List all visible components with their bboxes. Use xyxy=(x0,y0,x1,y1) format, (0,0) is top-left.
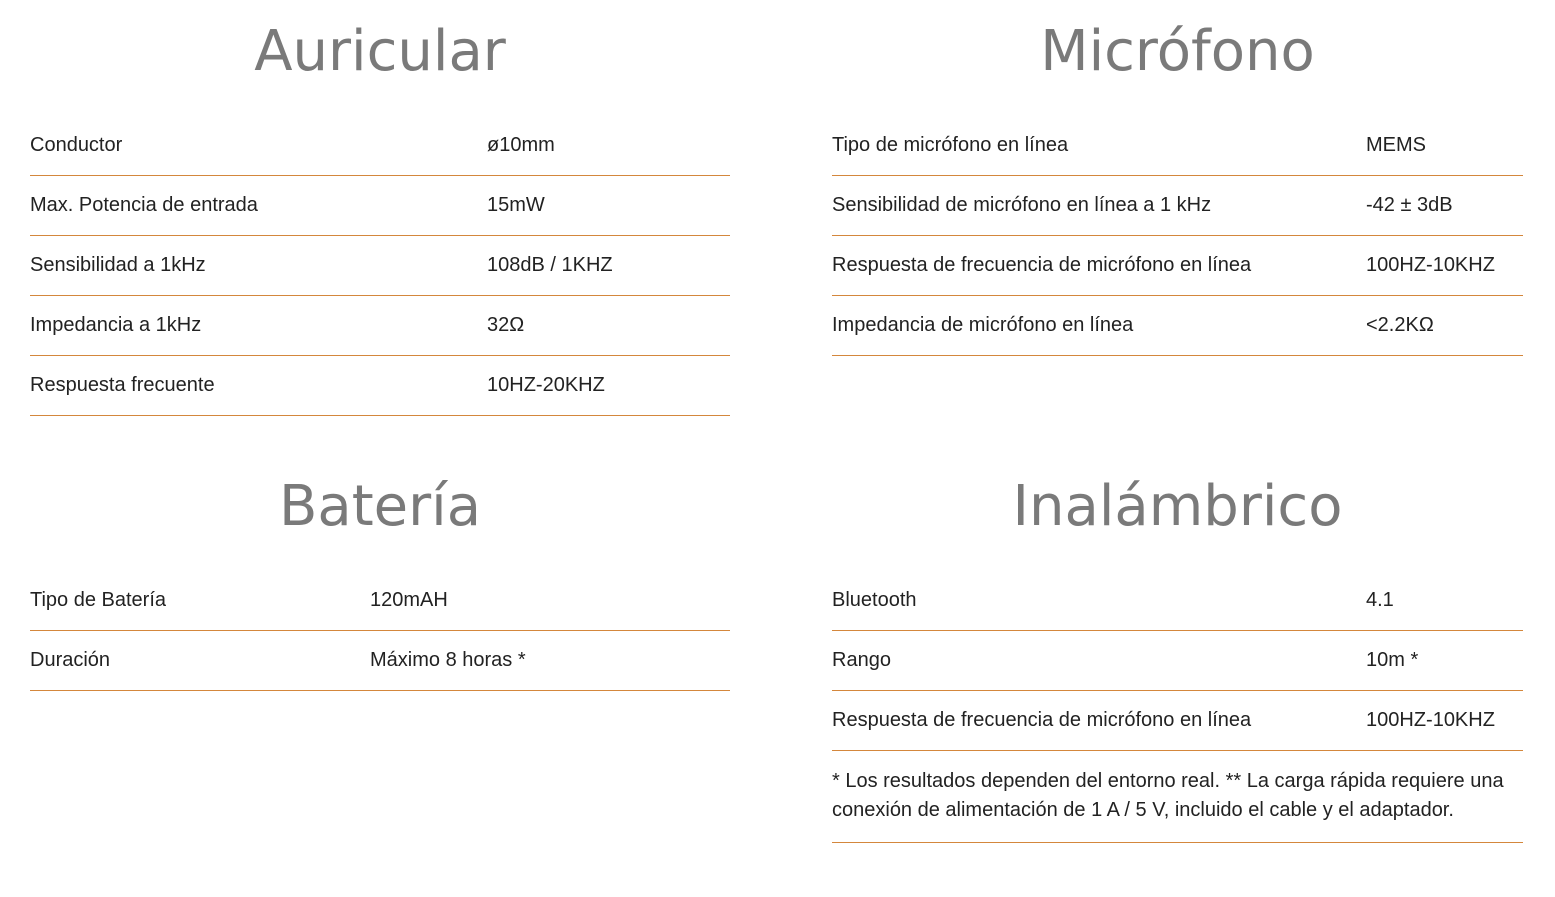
section-microfono xyxy=(832,2,1523,356)
spec-value: 10m * xyxy=(1366,649,1419,671)
spec-row xyxy=(30,236,730,296)
section-bateria xyxy=(30,457,730,691)
spec-row xyxy=(30,571,730,631)
spec-value: 100HZ-10KHZ xyxy=(1366,254,1495,276)
spec-label: Tipo de micrófono en línea xyxy=(832,134,1069,156)
spec-value: <2.2KΩ xyxy=(1366,314,1434,336)
spec-label: Respuesta frecuente xyxy=(30,374,215,396)
spec-row xyxy=(30,356,730,416)
spec-row xyxy=(30,176,730,236)
section-title-bateria: Batería xyxy=(278,474,482,539)
spec-value: 100HZ-10KHZ xyxy=(1366,709,1495,731)
spec-value: 15mW xyxy=(487,194,545,216)
section-title-auricular: Auricular xyxy=(254,19,506,84)
spec-value: Máximo 8 horas * xyxy=(370,649,526,671)
spec-row xyxy=(30,116,730,176)
spec-value: MEMS xyxy=(1366,134,1426,156)
spec-value: 32Ω xyxy=(487,314,525,336)
spec-label: Respuesta de frecuencia de micrófono en línea xyxy=(832,709,1252,731)
spec-label: Bluetooth xyxy=(832,589,917,611)
spec-label: Rango xyxy=(832,649,891,671)
spec-row xyxy=(832,176,1523,236)
spec-label: Respuesta de frecuencia de micrófono en línea xyxy=(832,254,1252,276)
spec-label: Sensibilidad a 1kHz xyxy=(30,254,206,276)
spec-label: Conductor xyxy=(30,134,123,156)
spec-row xyxy=(30,631,730,691)
spec-row xyxy=(30,296,730,356)
spec-value: 10HZ-20KHZ xyxy=(487,374,605,396)
spec-row xyxy=(832,236,1523,296)
spec-row xyxy=(832,691,1523,751)
spec-label: Max. Potencia de entrada xyxy=(30,194,258,216)
section-title-microfono: Micrófono xyxy=(1040,19,1315,84)
spec-row xyxy=(832,116,1523,176)
spec-value: 120mAH xyxy=(370,589,448,611)
spec-label: Duración xyxy=(30,649,111,671)
spec-row xyxy=(832,296,1523,356)
section-auricular xyxy=(30,2,730,416)
spec-label: Sensibilidad de micrófono en línea a 1 kHz xyxy=(832,194,1212,216)
footnote: * Los resultados dependen del entorno real. ** La carga rápida requiere una conexión de alimentación de 1 A / 5 V, incluido el cable y el adaptador. xyxy=(832,751,1523,843)
spec-value: 4.1 xyxy=(1366,589,1394,611)
spec-label: Impedancia de micrófono en línea xyxy=(832,314,1134,336)
spec-label: Impedancia a 1kHz xyxy=(30,314,202,336)
spec-value: -42 ± 3dB xyxy=(1366,194,1453,216)
spec-label: Tipo de Batería xyxy=(30,589,167,611)
section-inalambrico xyxy=(832,457,1523,843)
spec-row xyxy=(832,571,1523,631)
spec-value: 108dB / 1KHZ xyxy=(487,254,613,276)
spec-row xyxy=(832,631,1523,691)
section-title-inalambrico: Inalámbrico xyxy=(1012,474,1343,539)
spec-value: ø10mm xyxy=(487,134,555,156)
